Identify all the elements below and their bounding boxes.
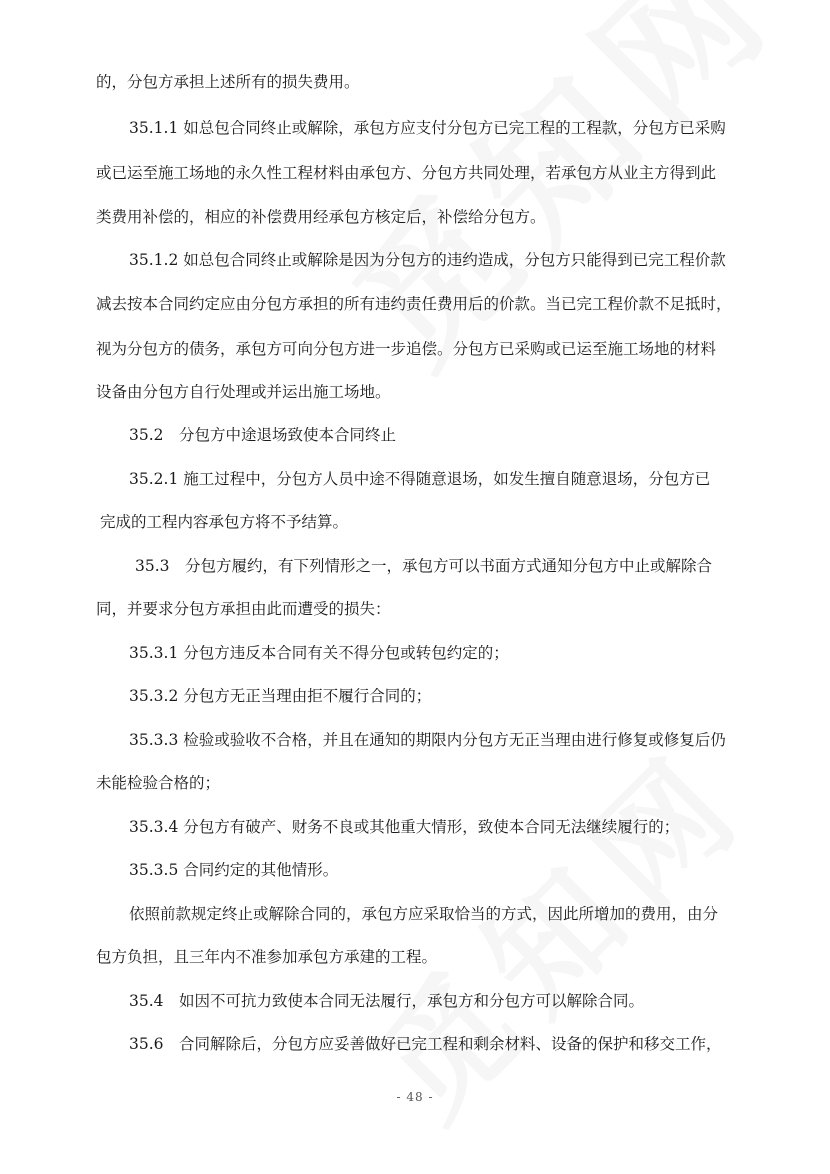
text-line: 35.1.2 如总包合同终止或解除是因为分包方的违约造成，分包方只能得到已完工程价款 (129, 251, 726, 269)
list-item: 35.3.4 分包方有破产、财务不良或其他重大情形，致使本合同无法继续履行的； (129, 818, 680, 836)
text-line: 减去按本合同约定应由分包方承担的所有违约责任费用后的价款。当已完工程价款不足抵时， (96, 295, 732, 313)
text-line: 35.2.1 施工过程中，分包方人员中途不得随意退场，如发生擅自随意退场，分包方已 (129, 470, 711, 488)
text-line: 的，分包方承担上述所有的损失费用。 (96, 73, 360, 91)
text-line: 设备由分包方自行处理或并运出施工场地。 (96, 383, 391, 401)
text-line: 包方负担，且三年内不准参加承包方承建的工程。 (96, 948, 438, 966)
list-item: 35.3.1 分包方违反本合同有关不得分包或转包约定的； (129, 644, 509, 662)
text-line: 35.1.1 如总包合同终止或解除，承包方应支付分包方已完工程的工程款，分包方已采购 (129, 119, 726, 137)
watermark-lower (330, 702, 780, 1152)
section-heading: 35.2 分包方中途退场致使本合同终止 (129, 426, 397, 444)
section-heading: 35.4 如因不可抗力致使本合同无法履行，承包方和分包方可以解除合同。 (129, 992, 645, 1010)
text-line: 同，并要求分包方承担由此而遭受的损失： (96, 600, 391, 618)
list-item: 35.3.3 检验或验收不合格，并且在通知的期限内分包方无正当理由进行修复或修复后仍 (129, 731, 726, 749)
text-line: 未能检验合格的； (96, 774, 221, 792)
text-line: 视为分包方的债务，承包方可向分包方进一步追偿。分包方已采购或已运至施工场地的材料 (96, 340, 717, 358)
text-line: 依照前款规定终止或解除合同的，承包方应采取恰当的方式，因此所增加的费用，由分 (129, 905, 719, 923)
text-line: 类费用补偿的，相应的补偿费用经承包方核定后，补偿给分包方。 (96, 208, 546, 226)
page-number: - 48 - (396, 1090, 434, 1104)
list-item: 35.3.2 分包方无正当理由拒不履行合同的； (129, 687, 432, 705)
text-line: 完成的工程内容承包方将不予结算。 (100, 513, 349, 531)
text-line: 或已运至施工场地的永久性工程材料由承包方、分包方共同处理，若承包方从业主方得到此 (96, 164, 717, 182)
section-heading: 35.6 合同解除后，分包方应妥善做好已完工程和剩余材料、设备的保护和移交工作， (129, 1035, 722, 1053)
text-line: 35.3 分包方履约，有下列情形之一，承包方可以书面方式通知分包方中止或解除合 (135, 557, 713, 575)
list-item: 35.3.5 合同约定的其他情形。 (129, 861, 339, 879)
